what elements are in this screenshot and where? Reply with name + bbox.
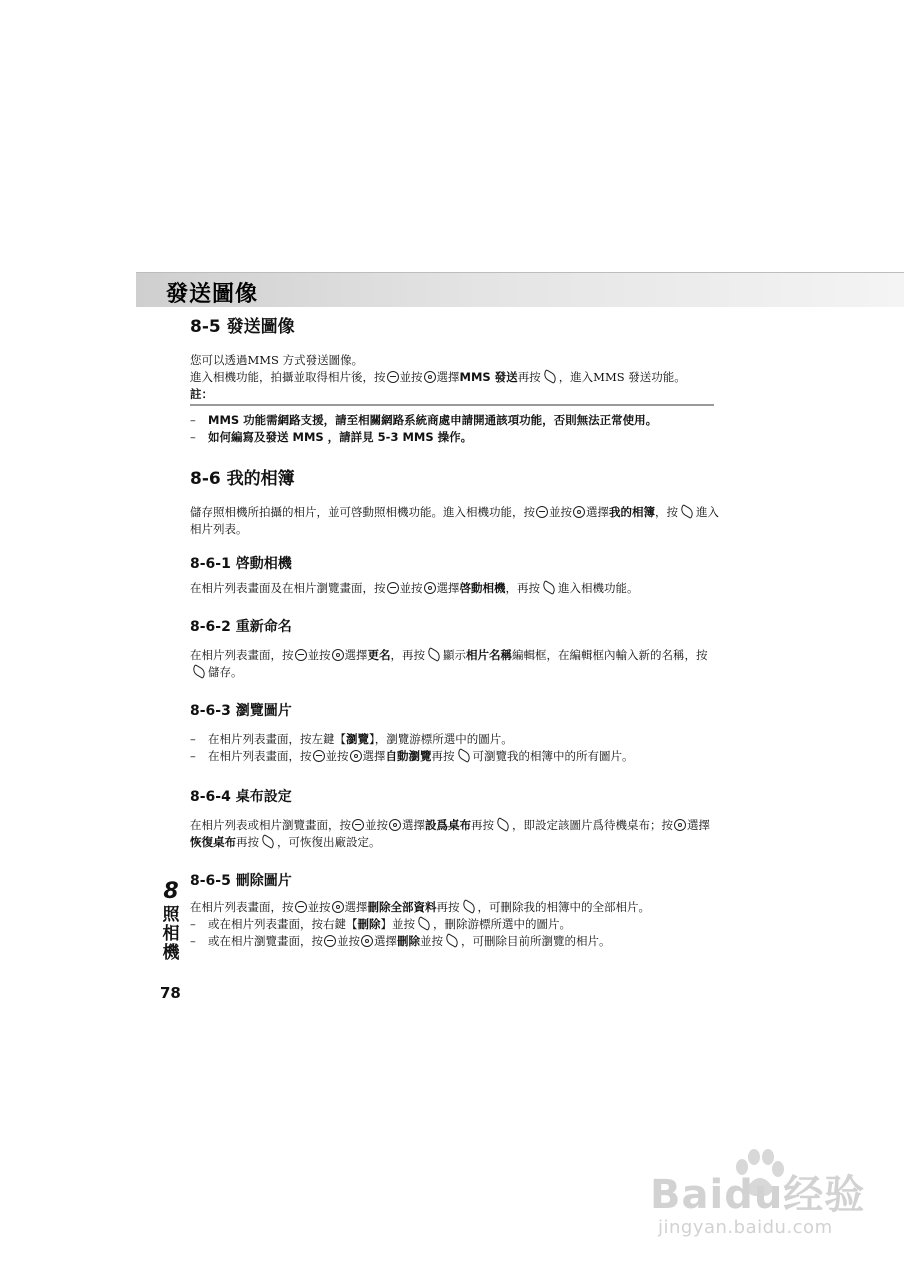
call-key-icon	[416, 916, 433, 931]
section-banner	[136, 272, 904, 307]
heading-8-6-2: 8-6-2 重新命名	[190, 619, 292, 635]
ok-key-icon	[313, 750, 325, 762]
note-item: – 如何編寫及發送 MMS ，請詳見 5-3 MMS 操作。	[190, 430, 473, 444]
call-key-icon	[541, 580, 558, 595]
call-key-icon	[679, 504, 696, 519]
nav-key-icon	[361, 935, 373, 947]
call-key-icon	[426, 647, 443, 662]
watermark-logo: Baidu经验	[650, 1172, 866, 1218]
heading-8-6: 8-6 我的相簿	[190, 469, 295, 489]
heading-8-6-3: 8-6-3 瀏覽圖片	[190, 703, 292, 719]
call-key-icon	[260, 834, 277, 849]
call-key-icon	[455, 748, 472, 763]
para-8-6: 儲存照相機所拍攝的相片，並可啓動照相機功能。進入相機功能，按 並按 選擇我的相簿，按 進入相片列表。	[190, 505, 719, 536]
list-item-delete-1: – 或在相片列表畫面，按右鍵【刪除】並按 ，刪除游標所選中的圖片。	[190, 917, 571, 931]
nav-key-icon	[424, 371, 436, 383]
heading-8-6-1: 8-6-1 啓動相機	[190, 556, 292, 572]
nav-key-icon	[350, 750, 362, 762]
call-key-icon	[460, 899, 477, 914]
heading-8-6-4: 8-6-4 桌布設定	[190, 789, 292, 805]
heading-8-5: 8-5 發送圖像	[190, 317, 295, 337]
para-8-6-2: 在相片列表畫面，按 並按 選擇更名，再按 顯示相片名稱編輯框，在編輯框內輸入新的名稱，按儲存。	[190, 648, 708, 679]
nav-key-icon	[389, 819, 401, 831]
note-item: – MMS 功能需網路支援，請至相關網路系統商處申請開通該項功能，否則無法正常使用。	[190, 413, 658, 427]
call-key-icon	[495, 817, 512, 832]
note-divider	[190, 404, 714, 406]
chapter-tab	[160, 880, 182, 963]
ok-key-icon	[352, 819, 364, 831]
nav-key-icon	[332, 649, 344, 661]
note-label: 註：	[190, 387, 213, 401]
ok-key-icon	[295, 649, 307, 661]
chapter-label: 照相機	[162, 905, 180, 963]
watermark-url: jingyan.baidu.com	[658, 1217, 833, 1238]
ok-key-icon	[387, 582, 399, 594]
call-key-icon	[444, 933, 461, 948]
para-8-6-4: 在相片列表或相片瀏覽畫面，按 並按 選擇設爲桌布再按 ，即設定該圖片爲待機桌布；按 選擇恢復桌布再按 ，可恢復出廠設定。	[190, 818, 710, 849]
ok-key-icon	[324, 935, 336, 947]
ok-key-icon	[295, 901, 307, 913]
nav-key-icon	[424, 582, 436, 594]
para-8-5-steps: 進入相機功能，拍攝並取得相片後，按 並按 選擇MMS 發送再按 ，進入MMS 發送功能。	[190, 370, 686, 384]
call-key-icon	[541, 369, 558, 384]
list-item-browse-2: – 在相片列表畫面，按 並按 選擇自動瀏覽再按 可瀏覽我的相簿中的所有圖片。	[190, 749, 634, 763]
call-key-icon	[191, 664, 208, 679]
list-item-browse-1: – 在相片列表畫面，按左鍵【瀏覽】，瀏覽游標所選中的圖片。	[190, 732, 513, 746]
nav-key-icon	[332, 901, 344, 913]
baidu-watermark	[642, 1145, 872, 1265]
para-8-6-1: 在相片列表畫面及在相片瀏覽畫面，按 並按 選擇啓動相機，再按 進入相機功能。	[190, 581, 639, 595]
para-8-5-intro: 您可以透過MMS 方式發送圖像。	[190, 353, 364, 367]
para-8-6-5: 在相片列表畫面，按 並按 選擇刪除全部資料再按 ，可刪除我的相簿中的全部相片。	[190, 900, 650, 914]
page-number: 78	[160, 984, 181, 1002]
chapter-number: 8	[163, 879, 179, 904]
list-item-delete-2: – 或在相片瀏覽畫面，按 並按 選擇刪除並按 ，可刪除目前所瀏覽的相片。	[190, 934, 611, 948]
ok-key-icon	[536, 506, 548, 518]
nav-key-icon	[674, 819, 686, 831]
nav-key-icon	[573, 506, 585, 518]
page-content	[190, 316, 720, 950]
banner-title: 發送圖像	[166, 282, 259, 307]
heading-8-6-5: 8-6-5 刪除圖片	[190, 873, 292, 889]
ok-key-icon	[387, 371, 399, 383]
